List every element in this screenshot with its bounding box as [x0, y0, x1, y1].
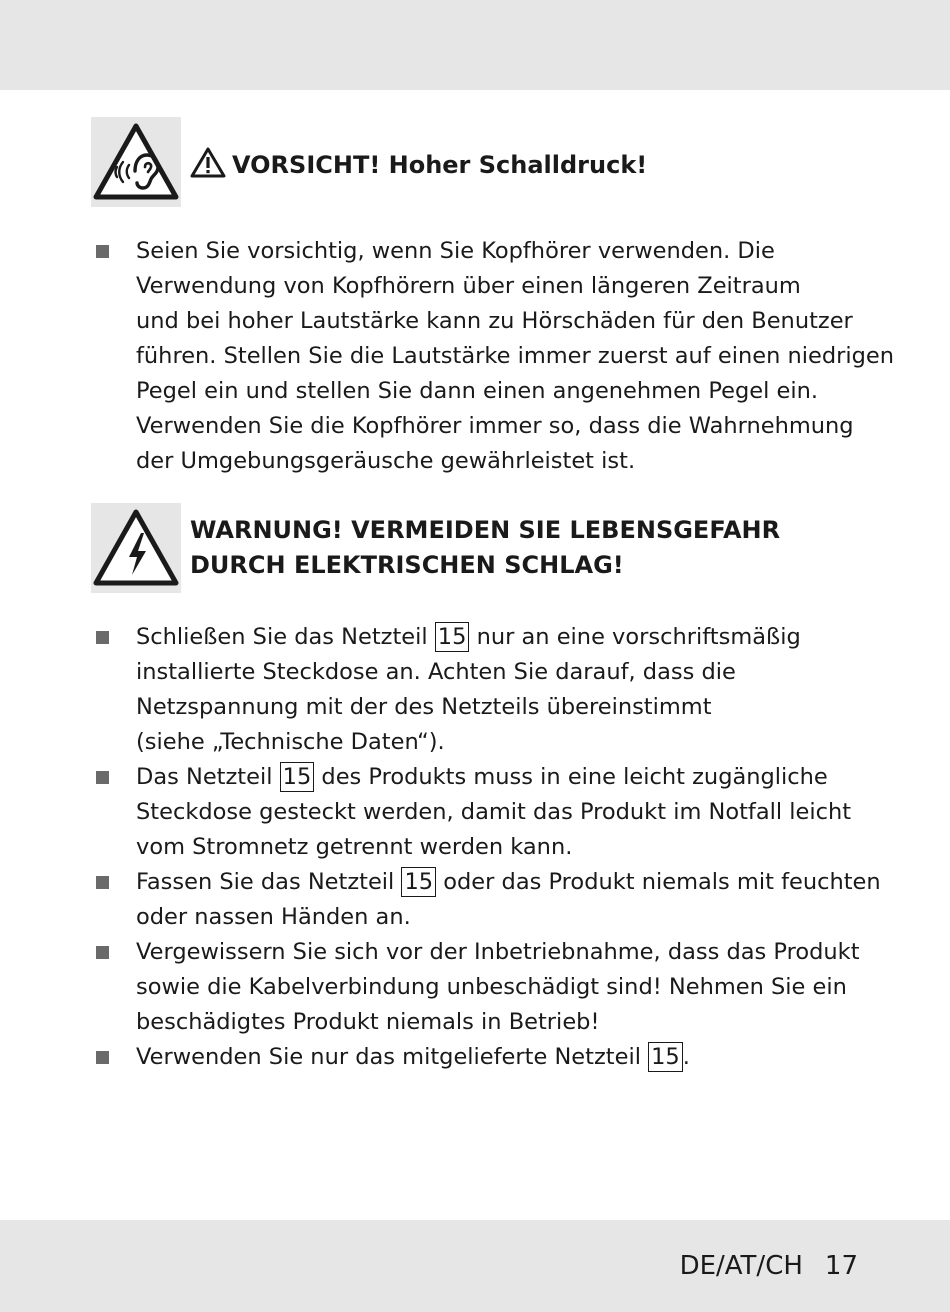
bullet-square — [96, 771, 109, 784]
caution-title: VORSICHT! Hoher Schalldruck! — [232, 151, 648, 179]
list-item — [0, 760, 950, 865]
text-fragment: nur an eine vorschriftsmäßig — [469, 624, 801, 650]
part-reference: 15 — [401, 867, 436, 897]
warning-list — [0, 620, 950, 1075]
text-line: beschädigtes Produkt niemals in Betrieb! — [136, 1009, 600, 1035]
text-line — [136, 865, 890, 900]
text-fragment: Das Netzteil — [136, 764, 280, 790]
electric-shock-warning-icon — [91, 503, 181, 593]
warning-title-line: WARNUNG! VERMEIDEN SIE LEBENSGEFAHR — [190, 516, 781, 544]
caution-list — [0, 234, 950, 479]
bullet-square — [96, 876, 109, 889]
text-line: Pegel ein und stellen Sie dann einen angenehmen Pegel ein. — [136, 378, 818, 404]
bullet-square — [96, 946, 109, 959]
part-reference: 15 — [435, 622, 470, 652]
list-item — [0, 1040, 950, 1075]
text-line — [136, 620, 890, 655]
warning-heading — [190, 513, 780, 583]
text-line: vom Stromnetz getrennt werden kann. — [136, 834, 573, 860]
text-line: Verwenden Sie die Kopfhörer immer so, dass die Wahrnehmung — [136, 413, 854, 439]
bullet-square — [96, 1051, 109, 1064]
page-number: 17 — [824, 1251, 858, 1281]
text-line — [136, 760, 890, 795]
list-item — [0, 935, 950, 1040]
top-band — [0, 0, 950, 90]
text-fragment: des Produkts muss in eine leicht zugängliche — [314, 764, 828, 790]
list-item — [0, 620, 950, 760]
region-label: DE/AT/CH — [679, 1251, 803, 1281]
text-fragment: Fassen Sie das Netzteil — [136, 869, 402, 895]
warning-title-line: DURCH ELEKTRISCHEN SCHLAG! — [190, 551, 624, 579]
list-item — [0, 234, 950, 479]
text-fragment: oder das Produkt niemals mit feuchten — [436, 869, 881, 895]
text-line: und bei hoher Lautstärke kann zu Hörschäden für den Benutzer — [136, 308, 853, 334]
text-line: führen. Stellen Sie die Lautstärke immer zuerst auf einen niedrigen — [136, 343, 895, 369]
text-line: Verwendung von Kopfhörern über einen längeren Zeitraum — [136, 273, 801, 299]
text-line: oder nassen Händen an. — [136, 904, 411, 930]
text-line: Steckdose gesteckt werden, damit das Produkt im Notfall leicht — [136, 799, 852, 825]
text-fragment: Verwenden Sie nur das mitgelieferte Netzteil — [136, 1044, 649, 1070]
text-fragment: Schließen Sie das Netzteil — [136, 624, 435, 650]
bullet-square — [96, 245, 109, 258]
text-line: (siehe „Technische Daten“). — [136, 729, 445, 755]
text-line: Netzspannung mit der des Netzteils übereinstimmt — [136, 694, 712, 720]
page-footer — [680, 1248, 858, 1284]
text-fragment: . — [682, 1044, 690, 1070]
text-line: installierte Steckdose an. Achten Sie darauf, dass die — [136, 659, 736, 685]
warning-triangle-icon — [190, 146, 226, 178]
text-line: der Umgebungsgeräusche gewährleistet ist. — [136, 448, 636, 474]
text-line: Vergewissern Sie sich vor der Inbetriebnahme, dass das Produkt — [136, 939, 860, 965]
text-line: sowie die Kabelverbindung unbeschädigt sind! Nehmen Sie ein — [136, 974, 847, 1000]
ear-warning-icon — [91, 117, 181, 207]
part-reference: 15 — [648, 1042, 683, 1072]
caution-heading — [190, 146, 647, 183]
text-line: Seien Sie vorsichtig, wenn Sie Kopfhörer verwenden. Die — [136, 238, 775, 264]
text-line — [136, 1040, 890, 1075]
list-item — [0, 865, 950, 935]
part-reference: 15 — [280, 762, 315, 792]
bullet-square — [96, 631, 109, 644]
